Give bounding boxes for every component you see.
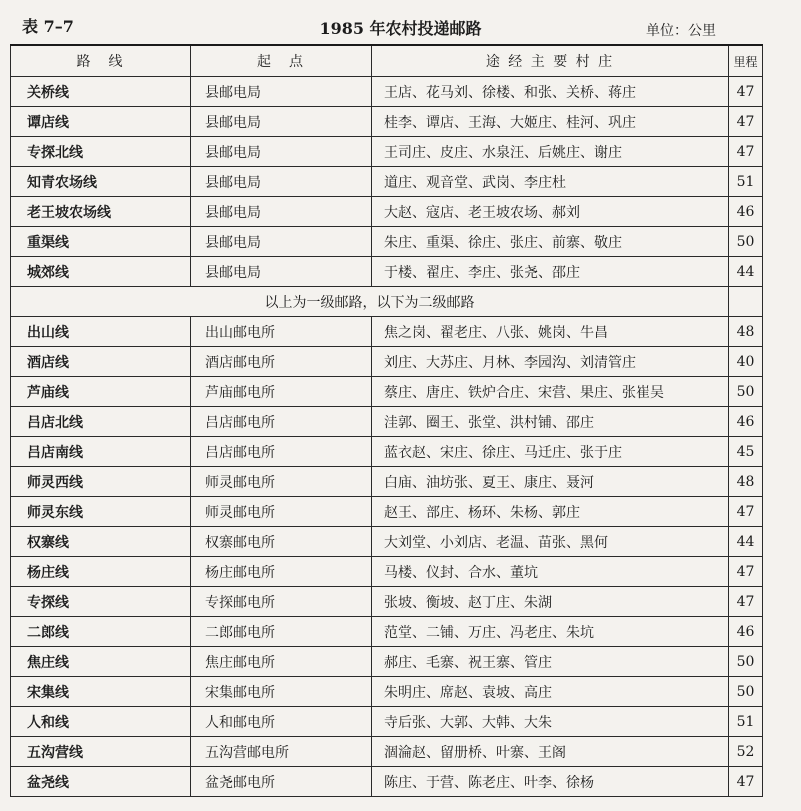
route-name-cell: 谭店线: [11, 107, 191, 137]
table-row: [11, 167, 763, 197]
villages-cell: 寺后张、大郭、大韩、大朱: [372, 707, 729, 737]
route-name-cell: 酒店线: [11, 347, 191, 377]
distance-cell: 46: [729, 197, 763, 227]
distance-cell: 47: [729, 497, 763, 527]
divider-text: 以上为一级邮路，以下为二级邮路: [11, 287, 729, 317]
distance-cell: 50: [729, 377, 763, 407]
start-point-cell: 县邮电局: [191, 197, 372, 227]
villages-cell: 马楼、仪封、合水、董坑: [372, 557, 729, 587]
table-row: [11, 677, 763, 707]
start-point-cell: 师灵邮电所: [191, 467, 372, 497]
start-point-cell: 吕店邮电所: [191, 407, 372, 437]
table-row: [11, 317, 763, 347]
route-name-cell: 知青农场线: [11, 167, 191, 197]
route-name-cell: 出山线: [11, 317, 191, 347]
col-header-route: 路 线: [11, 45, 191, 77]
route-name-cell: 重渠线: [11, 227, 191, 257]
distance-cell: 47: [729, 767, 763, 797]
route-name-cell: 师灵西线: [11, 467, 191, 497]
villages-cell: 大刘堂、小刘店、老温、苗张、黑何: [372, 527, 729, 557]
route-name-cell: 老王坡农场线: [11, 197, 191, 227]
villages-cell: 张坡、衡坡、赵丁庄、朱湖: [372, 587, 729, 617]
table-row: [11, 587, 763, 617]
distance-cell: 51: [729, 707, 763, 737]
table-row: [11, 437, 763, 467]
start-point-cell: 杨庄邮电所: [191, 557, 372, 587]
table-row: [11, 407, 763, 437]
start-point-cell: 县邮电局: [191, 167, 372, 197]
route-name-cell: 师灵东线: [11, 497, 191, 527]
route-name-cell: 五沟营线: [11, 737, 191, 767]
villages-cell: 刘庄、大苏庄、月林、李园沟、刘清管庄: [372, 347, 729, 377]
start-point-cell: 师灵邮电所: [191, 497, 372, 527]
table-title: 1985 年农村投递邮路: [319, 19, 482, 38]
start-point-cell: 县邮电局: [191, 227, 372, 257]
distance-cell: 47: [729, 77, 763, 107]
table-row: [11, 107, 763, 137]
route-name-cell: 吕店北线: [11, 407, 191, 437]
table-number: 表 7–7: [22, 17, 74, 36]
table-row: [11, 227, 763, 257]
table-row: [11, 767, 763, 797]
villages-cell: 王店、花马刘、徐楼、和张、关桥、蒋庄: [372, 77, 729, 107]
start-point-cell: 宋集邮电所: [191, 677, 372, 707]
route-name-cell: 关桥线: [11, 77, 191, 107]
col-header-villages: 途 经 主 要 村 庄: [372, 45, 729, 77]
table-row: [11, 197, 763, 227]
start-point-cell: 人和邮电所: [191, 707, 372, 737]
start-point-cell: 吕店邮电所: [191, 437, 372, 467]
villages-cell: 于楼、翟庄、李庄、张尧、邵庄: [372, 257, 729, 287]
villages-cell: 白庙、油坊张、夏王、康庄、聂河: [372, 467, 729, 497]
table-row: [11, 257, 763, 287]
table-header-area: [0, 0, 801, 44]
distance-cell: 48: [729, 467, 763, 497]
villages-cell: 赵王、部庄、杨环、朱杨、郭庄: [372, 497, 729, 527]
villages-cell: 焦之岗、翟老庄、八张、姚岗、牛昌: [372, 317, 729, 347]
route-name-cell: 盆尧线: [11, 767, 191, 797]
divider-row: [11, 287, 763, 317]
route-name-cell: 权寨线: [11, 527, 191, 557]
column-header-row: [11, 45, 763, 77]
route-name-cell: 专探线: [11, 587, 191, 617]
col-header-start: 起 点: [191, 45, 372, 77]
postal-routes-table: [10, 44, 763, 797]
route-name-cell: 杨庄线: [11, 557, 191, 587]
distance-cell: 50: [729, 677, 763, 707]
start-point-cell: 焦庄邮电所: [191, 647, 372, 677]
distance-cell: 47: [729, 137, 763, 167]
start-point-cell: 县邮电局: [191, 107, 372, 137]
villages-cell: 范堂、二铺、万庄、冯老庄、朱坑: [372, 617, 729, 647]
table-row: [11, 467, 763, 497]
distance-cell: 47: [729, 557, 763, 587]
villages-cell: 涸淪赵、留册桥、叶寨、王阁: [372, 737, 729, 767]
table-row: [11, 377, 763, 407]
table-row: [11, 527, 763, 557]
start-point-cell: 盆尧邮电所: [191, 767, 372, 797]
start-point-cell: 权寨邮电所: [191, 527, 372, 557]
col-header-km: 里程: [729, 45, 763, 77]
villages-cell: 陈庄、于营、陈老庄、叶李、徐杨: [372, 767, 729, 797]
distance-cell: 50: [729, 227, 763, 257]
start-point-cell: 五沟营邮电所: [191, 737, 372, 767]
unit-label: 单位：公里: [646, 23, 716, 39]
villages-cell: 蓝衣赵、宋庄、徐庄、马迁庄、张于庄: [372, 437, 729, 467]
villages-cell: 道庄、观音堂、武岗、李庄杜: [372, 167, 729, 197]
route-name-cell: 吕店南线: [11, 437, 191, 467]
distance-cell: 50: [729, 647, 763, 677]
route-name-cell: 城郊线: [11, 257, 191, 287]
start-point-cell: 酒店邮电所: [191, 347, 372, 377]
route-name-cell: 焦庄线: [11, 647, 191, 677]
start-point-cell: 县邮电局: [191, 77, 372, 107]
distance-cell: 44: [729, 257, 763, 287]
route-name-cell: 二郎线: [11, 617, 191, 647]
start-point-cell: 芦庙邮电所: [191, 377, 372, 407]
distance-cell: 52: [729, 737, 763, 767]
distance-cell: 46: [729, 617, 763, 647]
table-row: [11, 737, 763, 767]
table-body: [11, 77, 763, 797]
route-name-cell: 宋集线: [11, 677, 191, 707]
route-name-cell: 专探北线: [11, 137, 191, 167]
start-point-cell: 县邮电局: [191, 257, 372, 287]
villages-cell: 朱庄、重渠、徐庄、张庄、前寨、敬庄: [372, 227, 729, 257]
distance-cell: 47: [729, 107, 763, 137]
distance-cell: 48: [729, 317, 763, 347]
start-point-cell: 二郎邮电所: [191, 617, 372, 647]
villages-cell: 郝庄、毛寨、祝王寨、管庄: [372, 647, 729, 677]
table-row: [11, 77, 763, 107]
villages-cell: 洼郭、圈王、张堂、洪村铺、邵庄: [372, 407, 729, 437]
villages-cell: 桂李、谭店、王海、大姬庄、桂河、巩庄: [372, 107, 729, 137]
villages-cell: 蔡庄、唐庄、铁炉合庄、宋营、果庄、张崔吴: [372, 377, 729, 407]
villages-cell: 朱明庄、席赵、袁坡、高庄: [372, 677, 729, 707]
route-name-cell: 芦庙线: [11, 377, 191, 407]
start-point-cell: 县邮电局: [191, 137, 372, 167]
table-row: [11, 707, 763, 737]
start-point-cell: 专探邮电所: [191, 587, 372, 617]
table-row: [11, 347, 763, 377]
distance-cell: 47: [729, 587, 763, 617]
villages-cell: 大赵、寇店、老王坡农场、郝刘: [372, 197, 729, 227]
table-row: [11, 617, 763, 647]
table-row: [11, 497, 763, 527]
villages-cell: 王司庄、皮庄、水泉汪、后姚庄、谢庄: [372, 137, 729, 167]
distance-cell: 46: [729, 407, 763, 437]
distance-cell: 44: [729, 527, 763, 557]
distance-cell: 51: [729, 167, 763, 197]
table-row: [11, 137, 763, 167]
table-row: [11, 647, 763, 677]
route-name-cell: 人和线: [11, 707, 191, 737]
distance-cell: 40: [729, 347, 763, 377]
distance-cell: 45: [729, 437, 763, 467]
divider-empty-cell: [729, 287, 763, 317]
start-point-cell: 出山邮电所: [191, 317, 372, 347]
table-row: [11, 557, 763, 587]
